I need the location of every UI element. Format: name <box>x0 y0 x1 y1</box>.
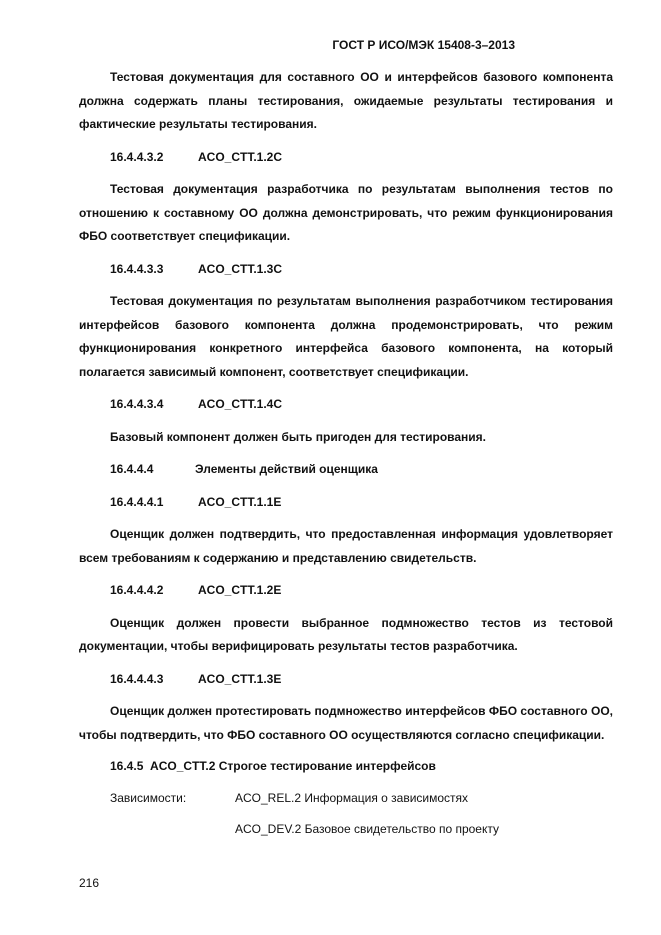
section-heading <box>79 668 613 692</box>
paragraph: Тестовая документация по результатам выполнения разработчиком тестирования интерфейсов базового компонента должна продемонстрировать, что режим функционирования конкретного интерфейса базового компонента, на который полагается зависимый компонент, соответствует спецификации. <box>79 294 613 379</box>
document-body <box>79 66 613 842</box>
section-title: ACO_CTT.1.3C <box>198 261 283 276</box>
paragraph: Оценщик должен протестировать подмножество интерфейсов ФБО составного ОО, чтобы подтвердить, что ФБО составного ОО осуществляются согласно спецификации. <box>79 704 613 742</box>
section-number: 16.4.4.3.3 <box>110 261 164 276</box>
section-number: 16.4.4.3.2 <box>110 149 164 164</box>
dependencies-label: Зависимости: <box>110 790 187 805</box>
section-number: 16.4.4.3.4 <box>110 397 164 411</box>
section-number: 16.4.4.4.3 <box>110 671 164 686</box>
section-title: Элементы действий оценщика <box>195 462 378 476</box>
section-title: ACO_CTT.2 Строгое тестирование интерфейсов <box>150 759 436 773</box>
paragraph: Тестовая документация для составного ОО и интерфейсов базового компонента должна содержать планы тестирования, ожидаемые результаты тестирования и фактические результаты тестирования. <box>79 70 613 131</box>
paragraph: Базовый компонент должен быть пригоден для тестирования. <box>110 429 487 444</box>
section-heading <box>79 393 613 417</box>
section-number: 16.4.5 <box>110 759 144 773</box>
section-number: 16.4.4.4 <box>110 462 154 476</box>
section-heading <box>79 491 613 515</box>
paragraph: Оценщик должен провести выбранное подмножество тестов из тестовой документации, чтобы верифицировать результаты тестов разработчика. <box>79 615 613 653</box>
dependencies-row <box>79 787 613 811</box>
section-title: ACO_CTT.1.1E <box>198 494 282 509</box>
section-number: 16.4.4.4.1 <box>110 494 164 509</box>
section-title: ACO_CTT.1.4C <box>198 397 283 411</box>
page-number: 216 <box>79 876 100 890</box>
dependency-item: ACO_DEV.2 Базовое свидетельство по проекту <box>235 822 499 836</box>
section-heading <box>79 579 613 603</box>
document-header: ГОСТ Р ИСО/МЭК 15408-3–2013 <box>332 38 515 52</box>
section-title: ACO_CTT.1.2E <box>198 583 282 597</box>
section-number: 16.4.4.4.2 <box>110 583 164 597</box>
section-title: ACO_CTT.1.2C <box>198 149 283 164</box>
dependency-item: ACO_REL.2 Информация о зависимостях <box>235 790 469 805</box>
section-heading <box>79 258 613 282</box>
dependencies-row <box>79 818 613 842</box>
section-heading <box>79 146 613 170</box>
section-heading <box>79 755 613 779</box>
paragraph: Оценщик должен подтвердить, что предоставленная информация удовлетворяет всем требованиям к содержанию и представлению свидетельств. <box>79 527 613 565</box>
section-heading <box>79 458 613 482</box>
paragraph: Тестовая документация разработчика по результатам выполнения тестов по отношению к составному ОО должна демонстрировать, что режим функционирования ФБО соответствует спецификации. <box>79 182 613 243</box>
section-title: ACO_CTT.1.3E <box>198 671 282 686</box>
